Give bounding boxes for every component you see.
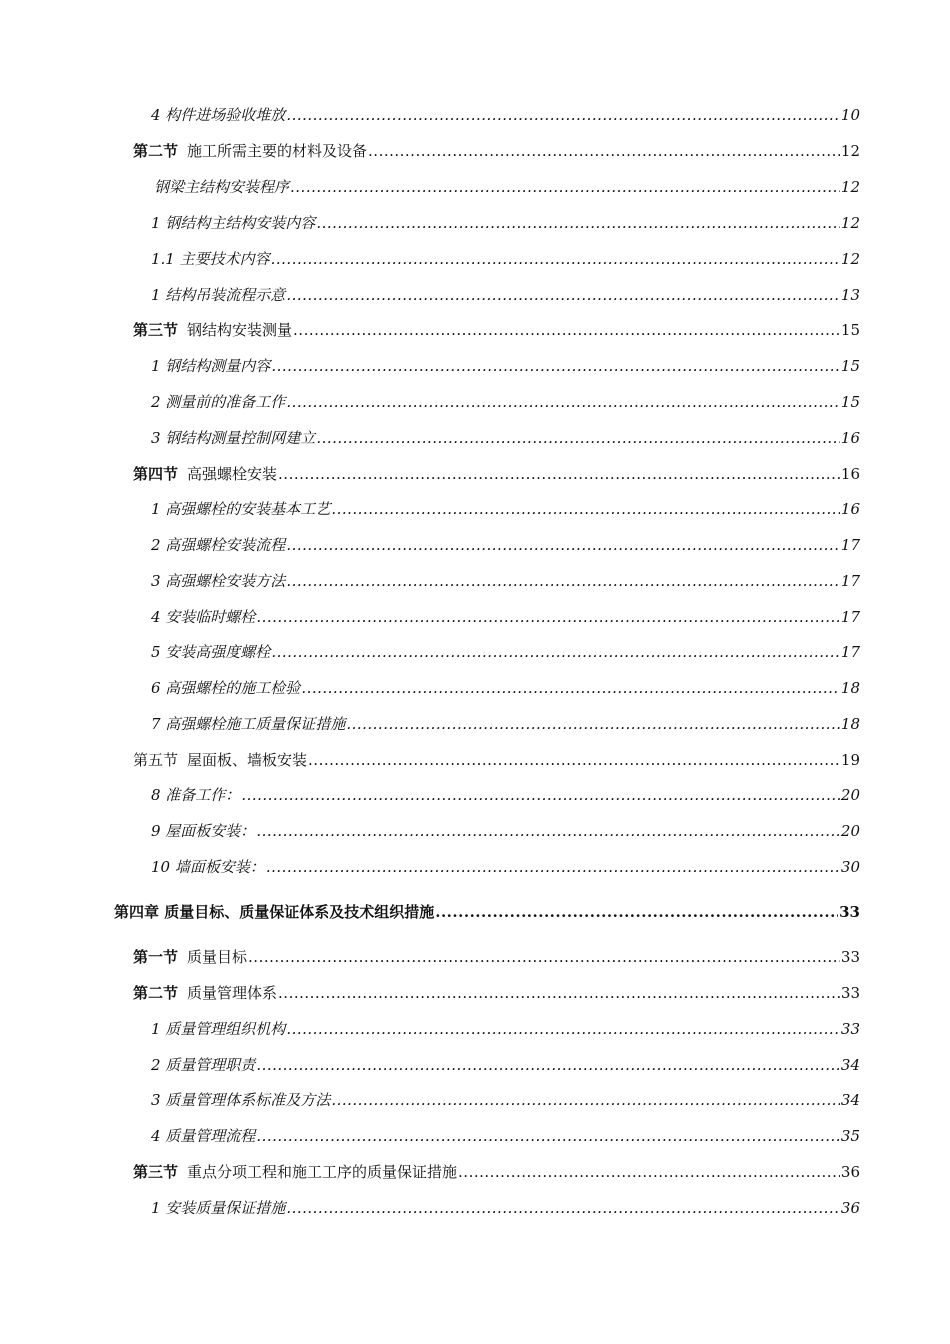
toc-entry-text: 1 钢结构测量内容: [151, 357, 271, 375]
toc-page-number: 18: [840, 715, 860, 733]
toc-entry-text: 2 质量管理职责: [151, 1056, 256, 1074]
toc-entry-title: [151, 392, 285, 412]
toc-entry-text: 质量目标: [187, 948, 248, 966]
toc-page-number: 12: [840, 142, 860, 160]
toc-entry[interactable]: [133, 137, 860, 161]
toc-page-number: 33: [839, 903, 860, 921]
dot-leader: [286, 285, 840, 305]
dot-leader: [256, 1055, 840, 1075]
toc-entry-title: [151, 571, 285, 591]
toc-entry-title: [151, 285, 285, 305]
toc-page-number: 33: [840, 984, 860, 1002]
toc-entry[interactable]: [151, 817, 860, 841]
dot-leader: [271, 249, 840, 269]
toc-page-number: 20: [840, 822, 860, 840]
toc-entry-title: [151, 1090, 330, 1110]
toc-section-label: 第一节: [133, 948, 179, 966]
toc-section-label: 第三节: [133, 1163, 179, 1181]
toc-entry-title: [133, 983, 277, 1003]
dot-leader: [286, 535, 840, 555]
toc-page-number: 30: [840, 858, 860, 876]
dot-leader: [290, 177, 840, 197]
dot-leader: [286, 392, 840, 412]
toc-entry-title: [133, 750, 307, 770]
toc-page-number: 16: [840, 465, 860, 483]
toc-entry[interactable]: [151, 674, 860, 698]
toc-entry[interactable]: [154, 173, 860, 197]
toc-entry-title: [151, 821, 255, 841]
toc-page-number: 20: [840, 786, 860, 804]
toc-page-number: 17: [840, 572, 860, 590]
toc-entry-text: 钢梁主结构安装程序: [154, 178, 290, 196]
toc-entry-text: 3 质量管理体系标准及方法: [151, 1091, 331, 1109]
dot-leader: [308, 750, 840, 770]
toc-entry[interactable]: [151, 1122, 860, 1146]
dot-leader: [316, 428, 840, 448]
toc-entry-title: [151, 105, 285, 125]
toc-page-number: 17: [840, 608, 860, 626]
toc-section-label: 第二节: [133, 984, 179, 1002]
toc-page-number: 18: [840, 679, 860, 697]
toc-entry-text: 1.1 主要技术内容: [151, 250, 270, 268]
toc-page-number: 34: [840, 1091, 860, 1109]
dot-leader: [271, 642, 840, 662]
toc-entry-title: [151, 213, 315, 233]
toc-entry-text: 4 构件进场验收堆放: [151, 106, 286, 124]
dot-leader: [286, 1019, 840, 1039]
toc-entry[interactable]: [151, 853, 860, 877]
toc-entry[interactable]: [151, 638, 860, 662]
toc-page-number: 15: [840, 357, 860, 375]
dot-leader: [316, 213, 840, 233]
toc-entry[interactable]: [151, 245, 860, 269]
toc-entry-title: [151, 428, 315, 448]
toc-page-number: 33: [840, 948, 860, 966]
toc-entry-title: [151, 249, 270, 269]
toc-entry-text: 1 高强螺栓的安装基本工艺: [151, 500, 331, 518]
dot-leader: [301, 678, 840, 698]
toc-entry-title: [114, 902, 434, 922]
toc-entry-text: 9 屋面板安装：: [151, 822, 256, 840]
toc-entry-text: 7 高强螺栓施工质量保证措施: [151, 715, 346, 733]
toc-entry[interactable]: [151, 1194, 860, 1218]
dot-leader: [286, 1198, 840, 1218]
toc-section-label: 第二节: [133, 142, 179, 160]
toc-entry[interactable]: [133, 943, 860, 967]
dot-leader: [278, 983, 840, 1003]
toc-entry-title: [151, 642, 270, 662]
dot-leader: [286, 105, 840, 125]
dot-leader: [256, 607, 840, 627]
toc-page-number: 34: [840, 1056, 860, 1074]
dot-leader: [248, 947, 840, 967]
toc-entry[interactable]: [133, 460, 860, 484]
toc-entry[interactable]: [151, 781, 860, 805]
dot-leader: [271, 356, 840, 376]
toc-entry-text: 5 安装高强度螺栓: [151, 643, 271, 661]
toc-entry-title: [151, 857, 265, 877]
toc-page-number: 16: [840, 500, 860, 518]
toc-entry-title: [151, 1126, 255, 1146]
toc-entry-text: 第四章 质量目标、质量保证体系及技术组织措施: [114, 903, 435, 921]
toc-page-number: 36: [840, 1199, 860, 1217]
toc-entry[interactable]: [133, 316, 860, 340]
toc-entry-title: [133, 947, 247, 967]
dot-leader: [278, 464, 840, 484]
toc-entry-title: [151, 1198, 285, 1218]
toc-entry-title: [133, 1162, 457, 1182]
dot-leader: [346, 714, 840, 734]
toc-section-label: 第四节: [133, 465, 179, 483]
dot-leader: [256, 821, 840, 841]
toc-entry-title: [151, 785, 240, 805]
toc-entry-text: 施工所需主要的材料及设备: [187, 142, 368, 160]
toc-page-number: 17: [840, 643, 860, 661]
toc-entry-title: [151, 1055, 255, 1075]
toc-entry-text: 屋面板、墙板安装: [187, 751, 308, 769]
toc-section-label: 第三节: [133, 321, 179, 339]
dot-leader: [241, 785, 840, 805]
toc-entry[interactable]: [151, 495, 860, 519]
toc-entry[interactable]: [151, 388, 860, 412]
toc-entry-title: [151, 356, 270, 376]
toc-entry-text: 4 质量管理流程: [151, 1127, 256, 1145]
toc-entry-title: [151, 535, 285, 555]
dot-leader: [293, 320, 840, 340]
toc-page-number: 12: [840, 214, 860, 232]
toc-page-number: 15: [840, 321, 860, 339]
toc-entry-title: [151, 1019, 285, 1039]
toc-entry[interactable]: [151, 710, 860, 734]
toc-page-number: 15: [840, 393, 860, 411]
toc-entry-text: 3 高强螺栓安装方法: [151, 572, 286, 590]
toc-entry-title: [133, 464, 277, 484]
toc-entry-text: 1 结构吊装流程示意: [151, 286, 286, 304]
toc-entry-text: 3 钢结构测量控制网建立: [151, 429, 316, 447]
toc-entry[interactable]: [151, 352, 860, 376]
dot-leader: [331, 1090, 840, 1110]
toc-page-number: 36: [840, 1163, 860, 1181]
dot-leader: [368, 141, 840, 161]
toc-entry-title: [133, 320, 292, 340]
dot-leader: [435, 902, 838, 922]
toc-entry-title: [151, 678, 300, 698]
toc-entry-text: 高强螺栓安装: [187, 465, 278, 483]
dot-leader: [458, 1162, 840, 1182]
toc-page-number: 10: [840, 106, 860, 124]
toc-entry-text: 质量管理体系: [187, 984, 278, 1002]
toc-page-number: 12: [840, 178, 860, 196]
toc-entry[interactable]: [151, 101, 860, 125]
toc-page-number: 16: [840, 429, 860, 447]
toc-entry[interactable]: [151, 531, 860, 555]
toc-section-label: 第五节: [133, 751, 179, 769]
toc-entry[interactable]: [151, 1086, 860, 1110]
toc-entry-text: 1 质量管理组织机构: [151, 1020, 286, 1038]
toc-entry[interactable]: [133, 979, 860, 1003]
toc-entry-text: 10 墙面板安装：: [151, 858, 265, 876]
toc-entry[interactable]: [151, 603, 860, 627]
toc-entry-text: 重点分项工程和施工工序的质量保证措施: [187, 1163, 458, 1181]
toc-entry[interactable]: [151, 209, 860, 233]
toc-page-number: 33: [840, 1020, 860, 1038]
toc-entry-title: [151, 714, 345, 734]
toc-entry[interactable]: [151, 1051, 860, 1075]
toc-entry-text: 1 钢结构主结构安装内容: [151, 214, 316, 232]
toc-entry-text: 8 准备工作：: [151, 786, 241, 804]
toc-entry-text: 6 高强螺栓的施工检验: [151, 679, 301, 697]
toc-page-number: 13: [840, 286, 860, 304]
toc-entry[interactable]: [151, 1015, 860, 1039]
toc-entry[interactable]: [151, 424, 860, 448]
toc-entry[interactable]: [133, 1158, 860, 1182]
toc-entry-title: [133, 141, 367, 161]
dot-leader: [256, 1126, 840, 1146]
toc-entry-title: [151, 607, 255, 627]
toc-page-number: 35: [840, 1127, 860, 1145]
toc-entry-text: 1 安装质量保证措施: [151, 1199, 286, 1217]
toc-page-number: 19: [840, 751, 860, 769]
toc-page-number: 17: [840, 536, 860, 554]
dot-leader: [286, 571, 840, 591]
toc-entry-text: 4 安装临时螺栓: [151, 608, 256, 626]
toc-entry[interactable]: [133, 746, 860, 770]
dot-leader: [266, 857, 840, 877]
toc-entry-text: 2 测量前的准备工作: [151, 393, 286, 411]
toc-entry[interactable]: [151, 281, 860, 305]
toc-entry-text: 2 高强螺栓安装流程: [151, 536, 286, 554]
toc-page-number: 12: [840, 250, 860, 268]
toc-entry-title: [154, 177, 289, 197]
dot-leader: [331, 499, 840, 519]
toc-entry[interactable]: [114, 898, 860, 922]
toc-entry[interactable]: [151, 567, 860, 591]
toc-entry-text: 钢结构安装测量: [187, 321, 293, 339]
toc-entry-title: [151, 499, 330, 519]
